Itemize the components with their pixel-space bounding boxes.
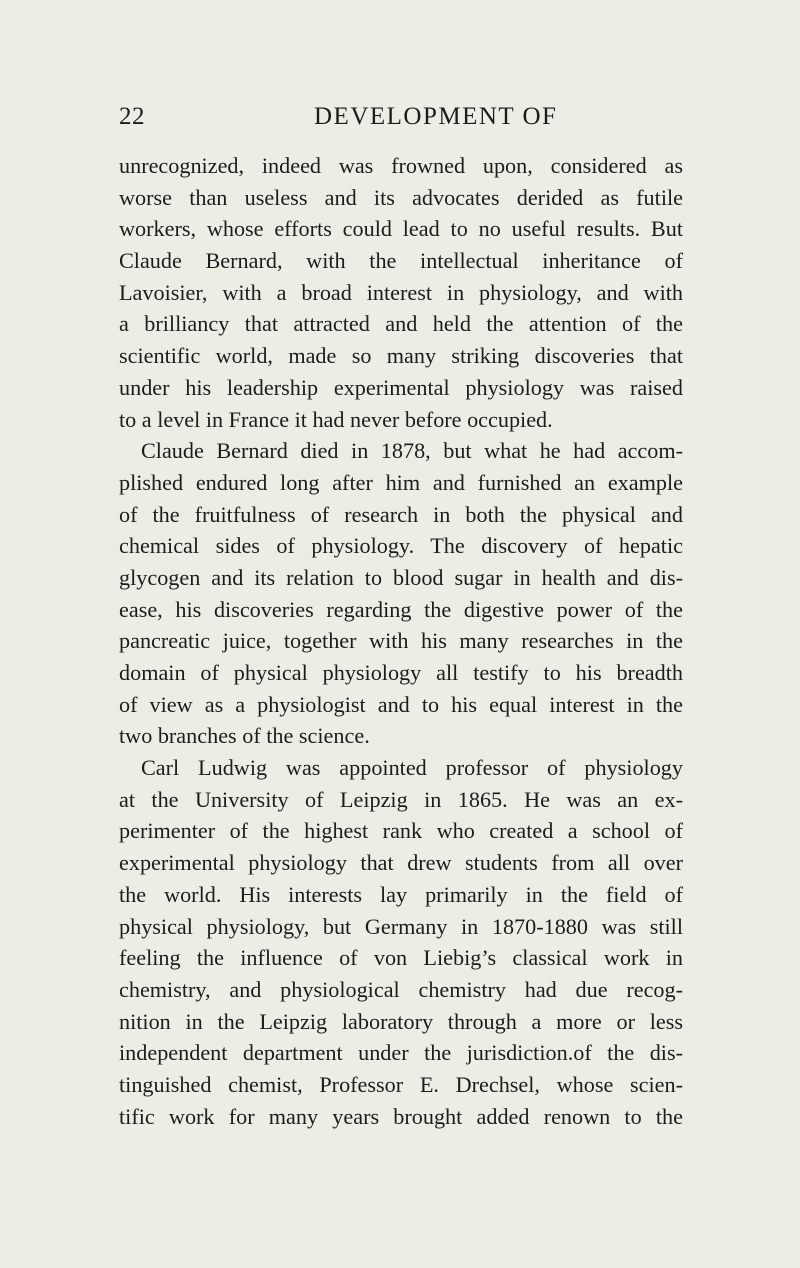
text-line: experimental physiology that drew students from all over <box>119 850 683 876</box>
text-line: feeling the influence of von Liebig’s classical work in <box>119 945 683 971</box>
text-line: plished endured long after him and furnished an example <box>119 469 683 495</box>
text-line: independent department under the jurisdiction.of the dis- <box>119 1040 683 1066</box>
text-line: tific work for many years brought added renown to the <box>119 1103 683 1129</box>
text-line: two branches of the science. <box>119 723 370 749</box>
body-text <box>119 150 683 1132</box>
text-line: Lavoisier, with a broad interest in physiology, and with <box>119 279 683 305</box>
text-line: chemistry, and physiological chemistry had due recog- <box>119 976 683 1002</box>
text-line: workers, whose efforts could lead to no useful results. But <box>119 216 683 242</box>
text-line: perimenter of the highest rank who created a school of <box>119 818 683 844</box>
text-line: at the University of Leipzig in 1865. He was an ex- <box>119 786 683 812</box>
text-line: scientific world, made so many striking discoveries that <box>119 343 683 369</box>
text-line: pancreatic juice, together with his many researches in the <box>119 628 683 654</box>
text-line: of the fruitfulness of research in both the physical and <box>119 501 683 527</box>
text-line: chemical sides of physiology. The discovery of hepatic <box>119 533 683 559</box>
text-line: domain of physical physiology all testify to his breadth <box>119 660 683 685</box>
text-line: of view as a physiologist and to his equal interest in the <box>119 691 683 717</box>
text-line: nition in the Leipzig laboratory through a more or less <box>119 1008 683 1034</box>
text-line: Carl Ludwig was appointed professor of physiology <box>141 755 683 781</box>
text-line: Claude Bernard, with the intellectual inheritance of <box>119 248 683 274</box>
text-line: ease, his discoveries regarding the digestive power of the <box>119 596 683 622</box>
text-line: a brilliancy that attracted and held the attention of the <box>119 311 683 337</box>
text-line: unrecognized, indeed was frowned upon, considered as <box>119 153 683 178</box>
text-line: under his leadership experimental physiology was raised <box>119 374 683 400</box>
text-line: worse than useless and its advocates derided as futile <box>119 184 683 210</box>
text-line: the world. His interests lay primarily in the field of <box>119 881 683 907</box>
text-line: tinguished chemist, Professor E. Drechsel, whose scien- <box>119 1071 683 1097</box>
page-number: 22 <box>119 103 145 130</box>
running-head: DEVELOPMENT OF <box>314 103 558 130</box>
text-line: to a level in France it had never before occupied. <box>119 406 553 432</box>
page-header <box>0 103 800 143</box>
text-line: Claude Bernard died in 1878, but what he had accom- <box>141 438 683 464</box>
text-line: glycogen and its relation to blood sugar in health and dis- <box>119 564 683 590</box>
text-line: physical physiology, but Germany in 1870-1880 was still <box>119 913 683 939</box>
